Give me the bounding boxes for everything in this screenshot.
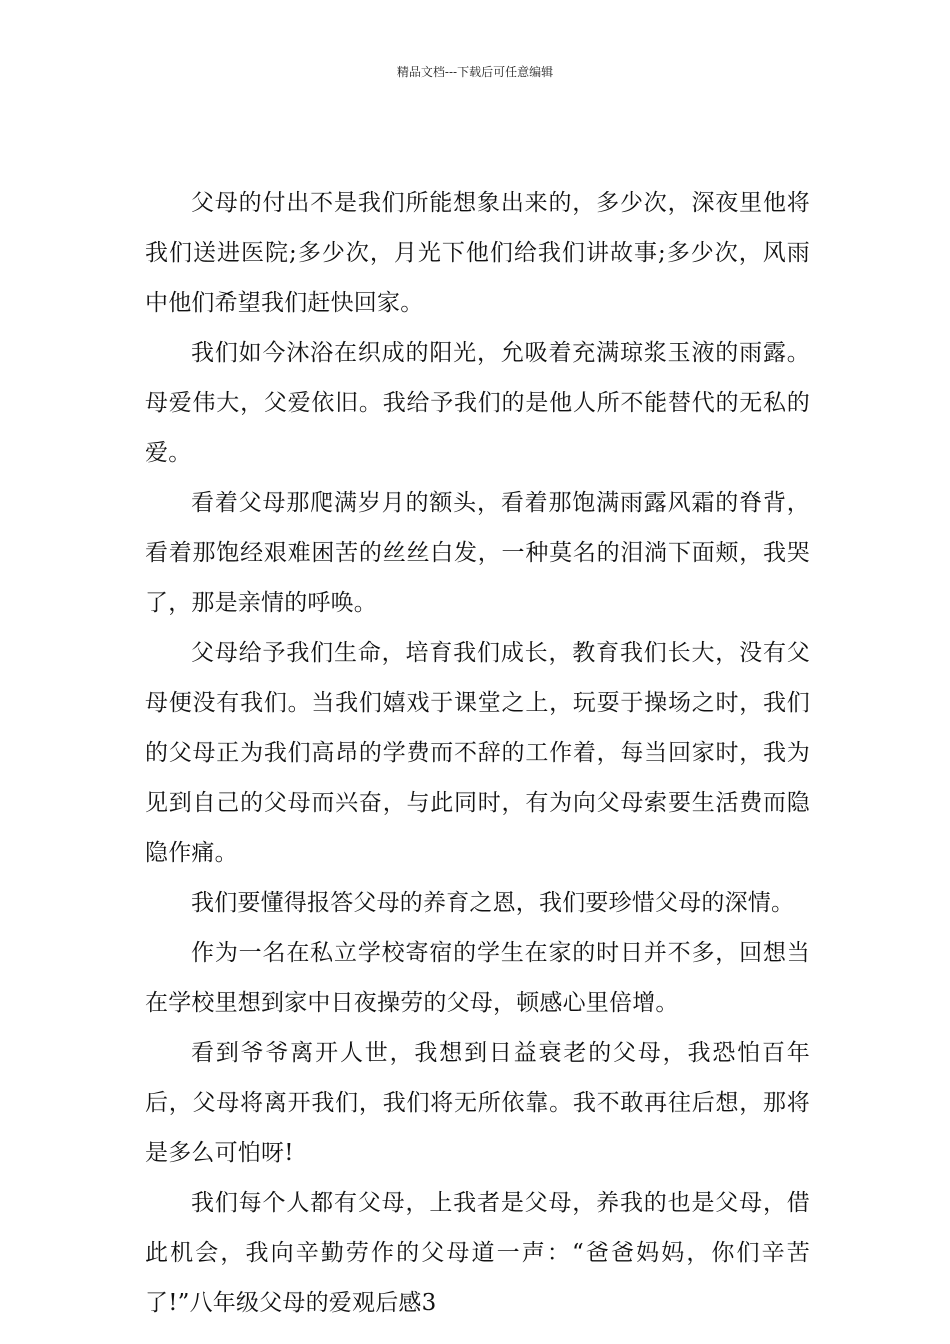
paragraph: 作为一名在私立学校寄宿的学生在家的时日并不多，回想当在学校里想到家中日夜操劳的父母，顿感心里倍增。 <box>145 940 810 1016</box>
paragraph: 我们要懂得报答父母的养育之恩，我们要珍惜父母的深情。 <box>191 890 795 916</box>
paragraph: 看到爷爷离开人世，我想到日益衰老的父母，我恐怕百年后，父母将离开我们，我们将无所依靠。我不敢再往后想，那将是多么可怕呀! <box>145 1040 810 1166</box>
paragraph: 看着父母那爬满岁月的额头，看着那饱满雨露风霜的脊背，看着那饱经艰难困苦的丝丝白发，一种莫名的泪淌下面颊，我哭了，那是亲情的呼唤。 <box>145 490 810 616</box>
paragraph: 父母的付出不是我们所能想象出来的，多少次，深夜里他将我们送进医院;多少次，月光下他们给我们讲故事;多少次，风雨中他们希望我们赶快回家。 <box>145 190 810 316</box>
paragraph: 父母给予我们生命，培育我们成长，教育我们长大，没有父母便没有我们。当我们嬉戏于课堂之上，玩耍于操场之时，我们的父母正为我们高昂的学费而不辞的工作着，每当回家时，我为见到自己的父母而兴奋，与此同时，有为向父母索要生活费而隐隐作痛。 <box>145 640 810 866</box>
document-body <box>145 178 810 1328</box>
paragraph: 我们如今沐浴在织成的阳光，允吸着充满琼浆玉液的雨露。母爱伟大，父爱依旧。我给予我们的是他人所不能替代的无私的爱。 <box>145 340 810 466</box>
paragraph: 我们每个人都有父母，上我者是父母，养我的也是父母，借此机会，我向辛勤劳作的父母道一声：“爸爸妈妈，你们辛苦了!”八年级父母的爱观后感3 <box>145 1190 810 1316</box>
page-header: 精品文档---下载后可任意编辑 <box>396 65 554 79</box>
